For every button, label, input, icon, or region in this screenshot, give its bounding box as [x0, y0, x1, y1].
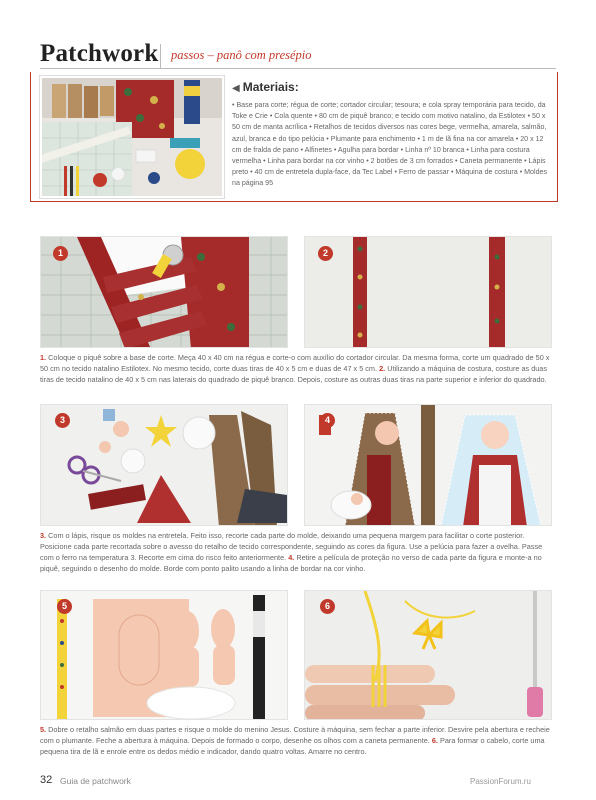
step-photo-4 [304, 404, 552, 526]
step-photo-1 [40, 236, 288, 348]
materials-heading [232, 80, 299, 94]
caption-step-6-number: 6. [431, 736, 438, 745]
step-photo-2 [304, 236, 552, 348]
page-title: Patchwork [40, 40, 159, 67]
caption-step-2-number: 2. [379, 364, 386, 373]
caption-step-1-text: Coloque o piquê sobre a base de corte. Meça 40 x 40 cm na régua e corte-o com auxílio do cortador circular. Da mesma forma, corte um quadrado de 50 x 50 cm no tecido natalino Estilotex. No mesmo tecido, corte duas tiras de 40 x 5 cm e duas de 47 x 5 cm. [40, 353, 550, 373]
header-rule [40, 68, 556, 69]
step-photo-6 [304, 590, 552, 720]
watermark: PassionForum.ru [470, 777, 531, 786]
caption-steps-3-4 [40, 530, 552, 574]
publication-name: Guia de patchwork [60, 776, 131, 786]
caption-step-6-text: Para formar o cabelo, corte uma pequena tira de lã e enrole entre os dedos médio e indicador, dando quatro voltas. Amarre no centro. [40, 736, 545, 756]
caption-step-3-text: Com o lápis, risque os moldes na entretela. Feito isso, recorte cada parte do molde, deixando uma pequena margem para facilitar o corte posterior. Posicione cada parte recortada sobre o avesso do retalho de tecido correspondente, seguindo as cores da figura. Use a pelúcia para fazer a ovelha. Passe com o ferro na temperatura 3. Recorte em cima do risco feito anteriormente. [40, 531, 543, 562]
step-number-2: 2 [318, 246, 333, 261]
page-number: 32 [40, 774, 53, 786]
page-subtitle: passos – panô com presépio [171, 48, 312, 62]
caption-step-2-text: Utilizando a máquina de costura, costure as duas tiras de tecido natalino de 40 x 5 cm nas laterais do quadrado de piquê branco. Depois, costure as outras duas tiras na parte superior e inferior do quadrado. [40, 364, 548, 384]
caption-step-4-text: Retire a película de proteção no verso de cada parte da figura e monte-a no piquê, seguindo o desenho do molde. Borde com ponto palito usando a linha de bordar na cor vinho. [40, 553, 542, 573]
caption-step-1-number: 1. [40, 353, 47, 362]
step-photo-3 [40, 404, 288, 526]
materials-frame-left [30, 72, 31, 202]
caption-steps-1-2 [40, 352, 552, 385]
triangle-left-icon: ◀ [232, 83, 240, 94]
materials-photo [40, 76, 224, 198]
step-number-5: 5 [57, 599, 72, 614]
caption-step-5-text: Dobre o retalho salmão em duas partes e risque o molde do menino Jesus. Costure à máquina, sem fechar a parte inferior. Desvire pela abertura e recheie com o plumante. Feche a abertura à máquina. Depois de formado o corpo, desenhe os olhos com a caneta permanente. [40, 725, 550, 745]
step-number-3: 3 [55, 413, 70, 428]
step-number-1: 1 [53, 246, 68, 261]
caption-step-4-number: 4. [288, 553, 295, 562]
caption-step-3-number: 3. [40, 531, 47, 540]
caption-steps-5-6 [40, 724, 552, 757]
caption-step-5-number: 5. [40, 725, 47, 734]
materials-heading-text: Materiais: [242, 80, 299, 94]
materials-list: • Base para corte; régua de corte; cortador circular; tesoura; e cola spray temporária para tecido, da Toke e Crie • Cola quente • 80 cm de piquê branco; e tecido com motivo natalino, da Estilotex • 50 x 50 cm de manta acrílica • Retalhos de tecidos diversos nas cores bege, vermelha, amarela, salmão, azul, branca e do tipo pelúcia • Plumante para enchimento • 1 m de lã fina na cor amarela • 20 x 12 cm de fralda de pano • Alfinetes • Agulha para bordar • Linha nº 10 branca • Linha para costura vermelha • Linha para bordar na cor vinho • 2 botões de 3 cm forrados • Caneta permanente • Lápis preto • 40 cm de entretela dupla-face, da Tec Label • Ferro de passar • Máquina de costura • Moldes na página 95 [232, 101, 548, 188]
step-number-4: 4 [320, 413, 335, 428]
step-number-6: 6 [320, 599, 335, 614]
step-photo-5 [40, 590, 288, 720]
header-divider [160, 44, 161, 68]
